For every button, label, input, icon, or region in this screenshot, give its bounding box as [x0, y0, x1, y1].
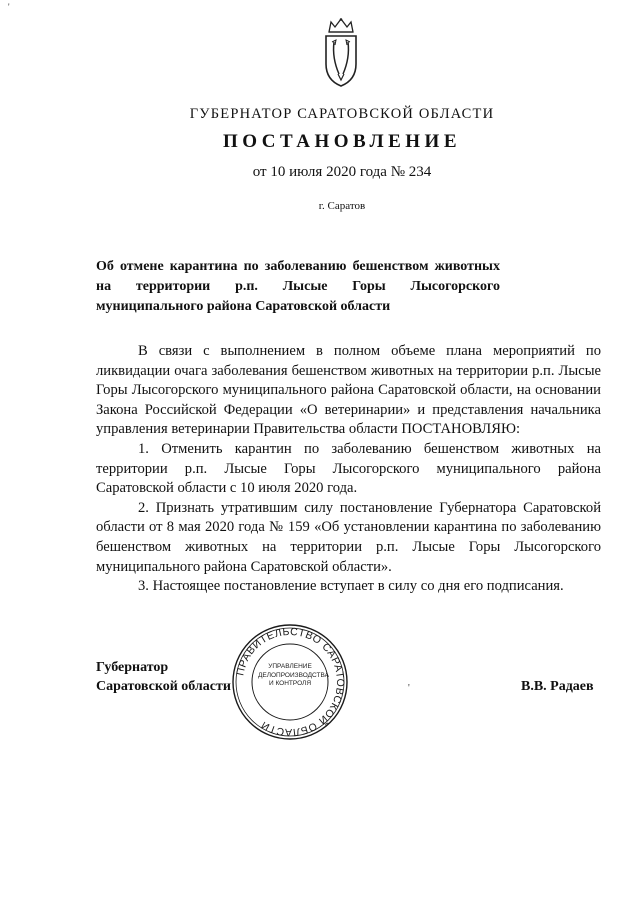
signatory-name: В.В. Радаев [521, 679, 594, 694]
seal-inner-line-1: УПРАВЛЕНИЕ [268, 663, 312, 670]
seal-inner-line-3: И КОНТРОЛЯ [268, 680, 312, 687]
document-body [96, 342, 601, 597]
body-paragraph-preamble: В связи с выполнением в полном объеме плана мероприятий по ликвидации очага заболевания бешенством животных на территории р.п. Лысые Горы Лысогорского муниципального района Саратовской области, на основании Закона Российской Федерации «О ветеринарии» и представления начальника управления ветеринарии Правительства области ПОСТАНОВЛЯЮ: [96, 343, 601, 438]
body-paragraph-item-2: 2. Признать утратившим силу постановление Губернатора Саратовской области от 8 мая 2020 года № 159 «Об установлении карантина по заболеванию бешенством животных на территории р.п. Лысые Горы Лысогорского муниципального района Саратовской области». [96, 499, 601, 575]
seal-ring-text: ПРАВИТЕЛЬСТВО САРАТОВСКОЙ ОБЛАСТИ [234, 625, 347, 739]
seal-inner-text [258, 663, 329, 689]
document-place: г. Саратов [318, 200, 366, 212]
document-subject: Об отмене карантина по заболеванию бешенством животных на территории р.п. Лысые Горы Лысогорского муниципального района Саратовской области [96, 259, 500, 314]
coat-of-arms-icon [321, 18, 361, 88]
tick-mark: ' [408, 683, 410, 694]
issuing-authority: ГУБЕРНАТОР САРАТОВСКОЙ ОБЛАСТИ [189, 106, 495, 122]
corner-mark: ' [8, 2, 10, 12]
signatory-title [96, 658, 246, 696]
document-date-number: от 10 июля 2020 года № 234 [252, 164, 432, 180]
body-paragraph-item-1: 1. Отменить карантин по заболеванию бешенством животных на территории р.п. Лысые Горы Лысогорского муниципального района Саратовской области с 10 июля 2020 года. [96, 440, 601, 497]
signatory-title-line-1: Губернатор [96, 660, 169, 675]
document-type: ПОСТАНОВЛЕНИЕ [222, 131, 462, 152]
seal-inner-line-2: ДЕЛОПРОИЗВОДСТВА [258, 671, 329, 679]
signatory-title-line-2: Саратовской области [96, 679, 231, 694]
body-paragraph-item-3: 3. Настоящее постановление вступает в силу со дня его подписания. [138, 578, 564, 595]
